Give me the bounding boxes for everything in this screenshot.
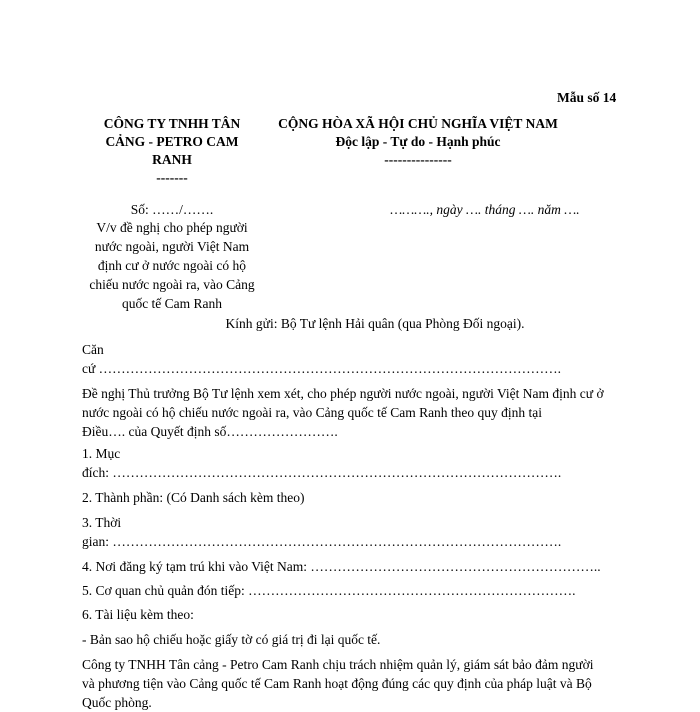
nation-name: CỘNG HÒA XÃ HỘI CHỦ NGHĨA VIỆT NAM [278, 116, 558, 131]
place-date: ………., ngày …. tháng …. năm …. [390, 202, 580, 217]
company-divider: ------- [156, 170, 188, 185]
request-line: Điều…. của Quyết định số……………………. [82, 424, 338, 439]
subject-line: quốc tế Cam Ranh [121, 296, 223, 311]
company-name [72, 115, 272, 187]
item-purpose-label: 1. Mục [82, 446, 121, 461]
document-number: Số: ……/……. [130, 202, 214, 217]
national-header [268, 115, 568, 169]
item-host-agency: 5. Cơ quan chủ quản đón tiếp: ………………………………………………………………. [82, 583, 576, 598]
basis-section [82, 340, 642, 378]
company-name-line: CÔNG TY TNHH TÂN [103, 116, 241, 131]
company-name-line: RANH [152, 152, 192, 167]
subject-block [72, 218, 272, 313]
basis-label: Căn [82, 342, 104, 357]
item-time [82, 513, 642, 551]
subject-line: nước ngoài, người Việt Nam [94, 239, 250, 254]
subject-line: chiếu nước ngoài ra, vào Cảng [89, 277, 255, 292]
request-line: Đề nghị Thủ trưởng Bộ Tư lệnh xem xét, cho phép người nước ngoài, người Việt Nam định cư ở [82, 386, 604, 401]
closing-line: và phương tiện vào Cảng quốc tế Cam Ranh hoạt động đúng các quy định của pháp luật và Bộ [82, 676, 592, 691]
item-purpose [82, 444, 642, 482]
basis-line: cứ …………………………………………………………………………………………. [82, 361, 562, 376]
closing-line: Quốc phòng. [82, 695, 152, 710]
motto: Độc lập - Tự do - Hạnh phúc [335, 134, 501, 149]
item-purpose-line: đích: ………………………………………………………………………………………. [82, 465, 562, 480]
company-name-line: CẢNG - PETRO CAM [105, 134, 239, 149]
item-time-label: 3. Thời [82, 515, 122, 530]
item-members: 2. Thành phần: (Có Danh sách kèm theo) [82, 490, 305, 505]
request-line: nước ngoài có hộ chiếu nước ngoài ra, vào Cảng quốc tế Cam Ranh theo quy định tại [82, 405, 543, 420]
request-paragraph [82, 384, 662, 441]
form-number: Mẫu số 14 [557, 90, 617, 105]
recipient: Kính gửi: Bộ Tư lệnh Hải quân (qua Phòng Đối ngoại). [225, 316, 525, 331]
item-attachments: 6. Tài liệu kèm theo: [82, 607, 194, 622]
item-residence: 4. Nơi đăng ký tạm trú khi vào Việt Nam: ……………………………………………………….. [82, 559, 601, 574]
item-time-line: gian: ………………………………………………………………………………………. [82, 534, 562, 549]
closing-line: Công ty TNHH Tân cảng - Petro Cam Ranh chịu trách nhiệm quản lý, giám sát bảo đảm người [82, 657, 594, 672]
subject-line: V/v đề nghị cho phép người [96, 220, 248, 235]
motto-divider: --------------- [384, 152, 452, 167]
attachment-passport: - Bản sao hộ chiếu hoặc giấy tờ có giá trị đi lại quốc tế. [82, 632, 381, 647]
closing-paragraph [82, 655, 672, 712]
subject-line: định cư ở nước ngoài có hộ [97, 258, 247, 273]
